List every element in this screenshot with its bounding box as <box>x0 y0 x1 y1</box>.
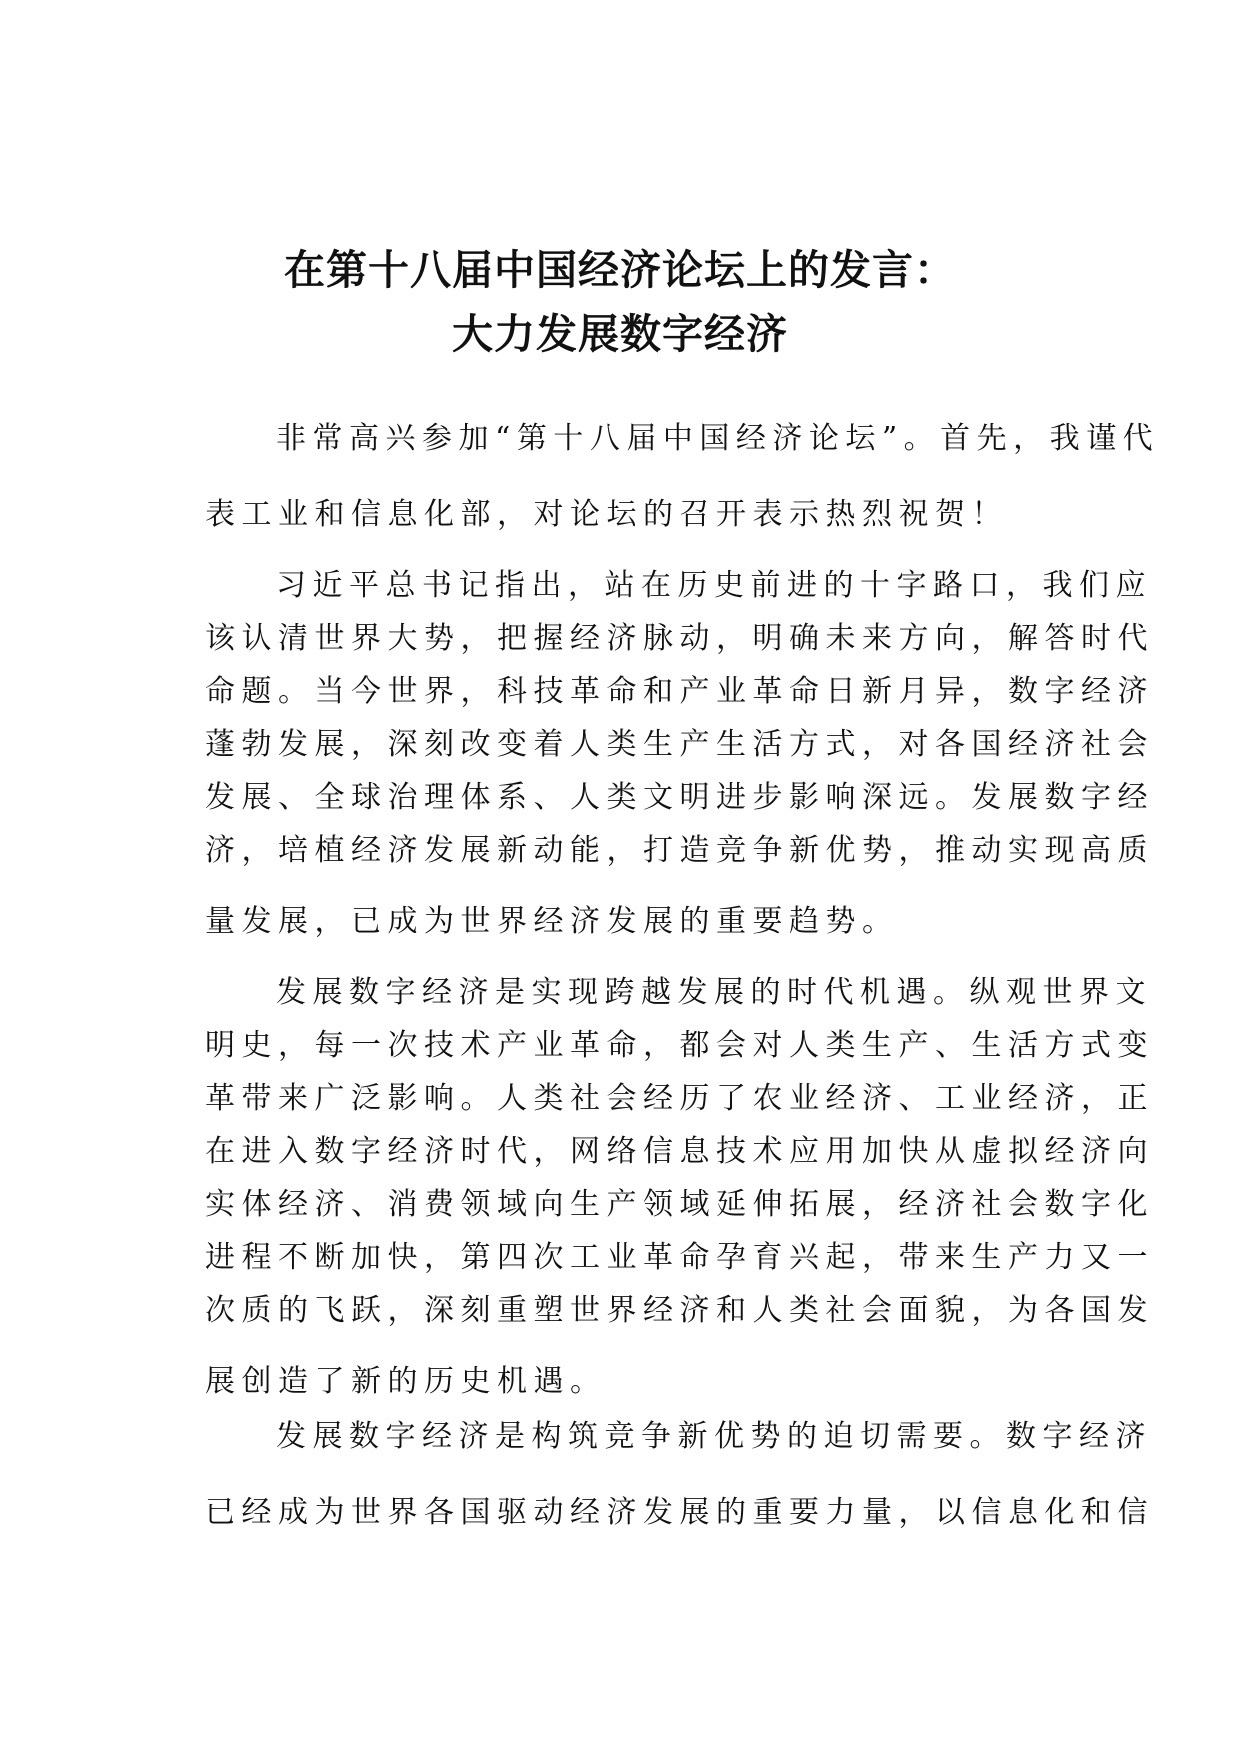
paragraph-line: 发展数字经济是构筑竞争新优势的迫切需要。数字经济 <box>276 1419 1152 1454</box>
paragraph-line: 进程不断加快，第四次工业革命孕育兴起，带来生产力又一 <box>205 1240 1154 1275</box>
title-line-2: 大力发展数字经济 <box>452 310 788 358</box>
paragraph-line: 表工业和信息化部，对论坛的召开表示热烈祝贺！ <box>205 497 1008 532</box>
paragraph-line: 非常高兴参加“第十八届中国经济论坛”。首先，我谨代 <box>276 421 1160 456</box>
paragraph-line: 习近平总书记指出，站在历史前进的十字路口，我们应 <box>276 568 1152 603</box>
paragraph-line: 展创造了新的历史机遇。 <box>205 1364 607 1399</box>
paragraph-line: 发展、全球治理体系、人类文明进步影响深远。发展数字经 <box>205 780 1154 815</box>
paragraph-line: 在进入数字经济时代，网络信息技术应用加快从虚拟经济向 <box>205 1134 1154 1169</box>
paragraph-line: 发展数字经济是实现跨越发展的时代机遇。纵观世界文 <box>276 975 1152 1010</box>
paragraph-line: 实体经济、消费领域向生产领域延伸拓展，经济社会数字化 <box>205 1187 1154 1222</box>
title-line-1: 在第十八届中国经济论坛上的发言： <box>284 246 956 294</box>
paragraph-line: 明史，每一次技术产业革命，都会对人类生产、生活方式变 <box>205 1028 1154 1063</box>
document-title <box>0 238 1240 366</box>
paragraph-line: 命题。当今世界，科技革命和产业革命日新月异，数字经济 <box>205 674 1154 709</box>
paragraph-line: 已经成为世界各国驱动经济发展的重要力量，以信息化和信 <box>205 1495 1154 1530</box>
paragraph-line: 革带来广泛影响。人类社会经历了农业经济、工业经济，正 <box>205 1081 1154 1116</box>
paragraph-line: 蓬勃发展，深刻改变着人类生产生活方式，对各国经济社会 <box>205 727 1154 762</box>
paragraph-line: 济，培植经济发展新动能，打造竞争新优势，推动实现高质 <box>205 833 1154 868</box>
paragraph-line: 量发展，已成为世界经济发展的重要趋势。 <box>205 904 899 939</box>
paragraph-line: 次质的飞跃，深刻重塑世界经济和人类社会面貌，为各国发 <box>205 1293 1154 1328</box>
paragraph-line: 该认清世界大势，把握经济脉动，明确未来方向，解答时代 <box>205 621 1154 656</box>
